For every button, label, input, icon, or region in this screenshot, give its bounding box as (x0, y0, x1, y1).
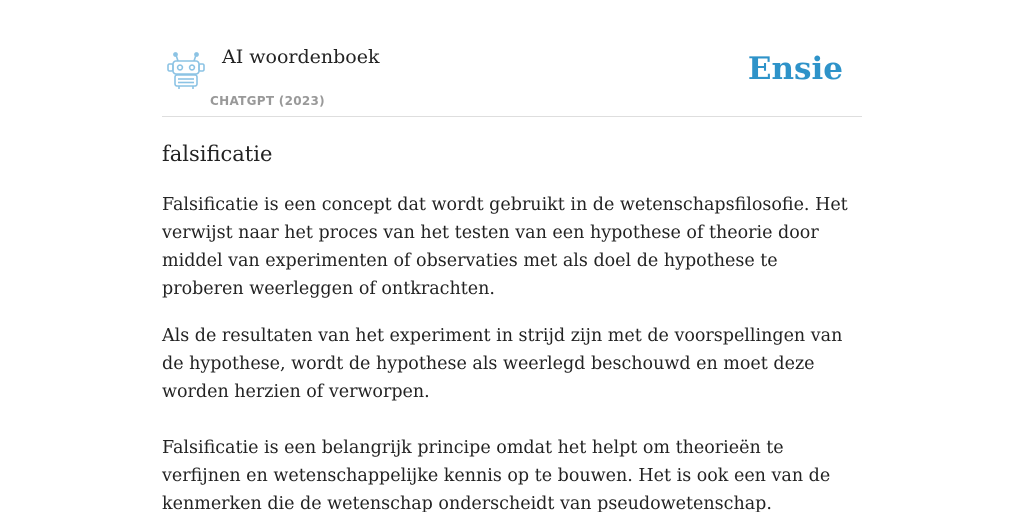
definition-paragraph-1: Falsificatie is een concept dat wordt gebruikt in de wetenschapsfilosofie. Het verwijst naar het proces van het testen van een hypothese of theorie door middel van experimenten of observaties met als doel de hypothese te proberen weerleggen of ontkrachten. (162, 195, 848, 299)
definition-paragraph-2: Als de resultaten van het experiment in strijd zijn met de voorspellingen van de hypothese, wordt de hypothese als weerlegd beschouwd en moet deze worden herzien of verworpen. (162, 326, 843, 402)
robot-icon (166, 52, 206, 90)
entry-term: falsificatie (162, 142, 273, 166)
source-label: CHATGPT (2023) (210, 94, 325, 108)
dictionary-header (162, 40, 862, 117)
definition-paragraph-3: Falsificatie is een belangrijk principe omdat het helpt om theorieën te verfijnen en wetenschappelijke kennis op te bouwen. Het is ook een van de kenmerken die de wetenschap onderscheidt van pseudowetenschap. (162, 438, 831, 512)
entry-content (162, 138, 862, 512)
ensie-logo[interactable]: Ensie (747, 51, 843, 87)
dictionary-title[interactable]: AI woordenboek (222, 46, 380, 68)
